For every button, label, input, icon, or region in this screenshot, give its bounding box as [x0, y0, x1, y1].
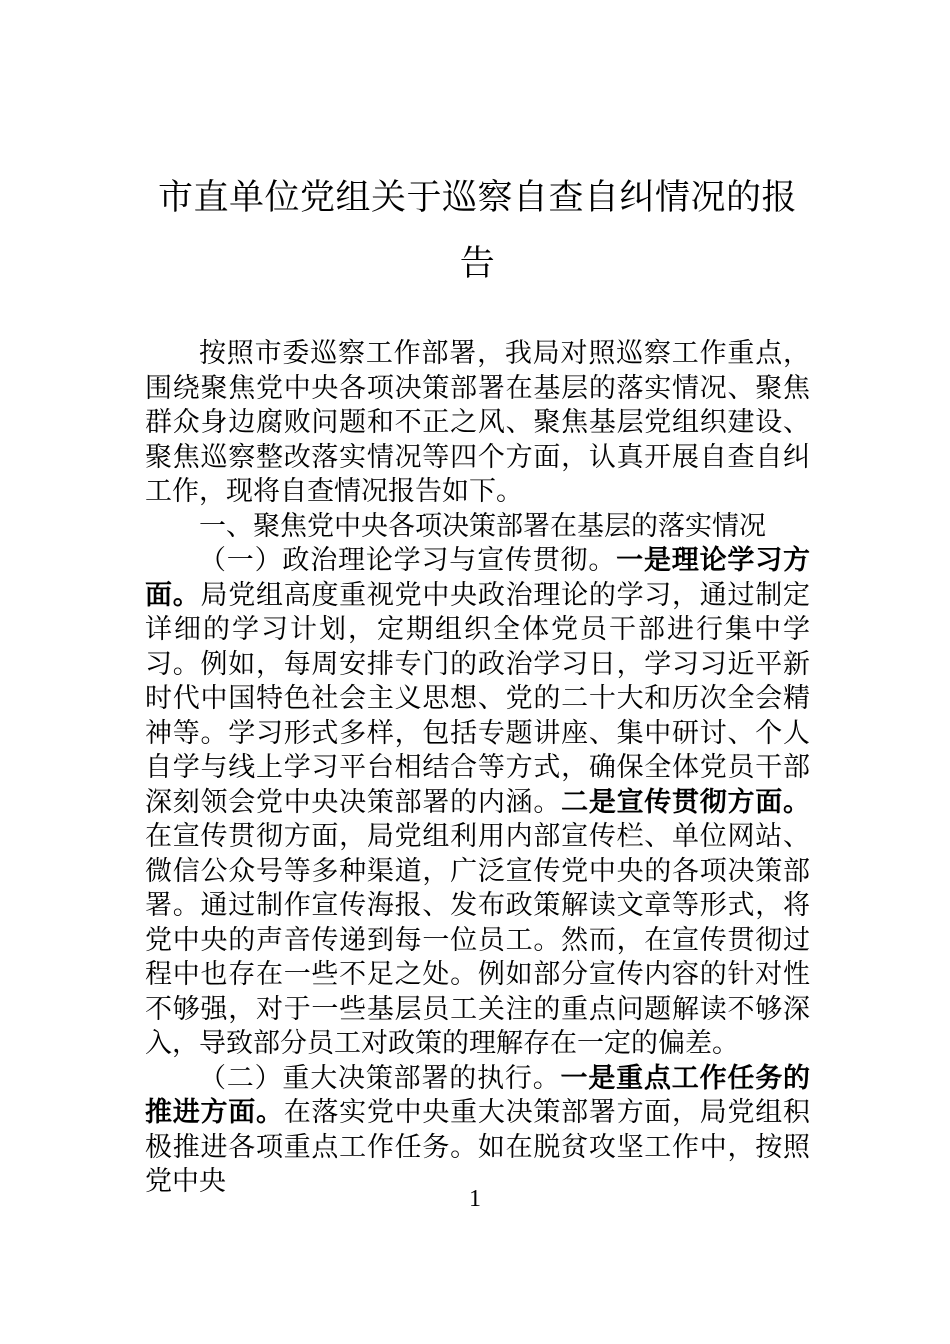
text-run: 局党组高度重视党中央政治理论的学习，通过制定详细的学习计划，定期组织全体党员干部进行集中学习。例如，每周安排专门的政治学习日，学习习近平新时代中国特色社会主义思想、党的二十大和历次全会精神等。学习形式多样，包括专题讲座、集中研讨、个人自学与线上学习平台相结合等方式，确保全体党员干部深刻领会党中央决策部署的内涵。: [145, 579, 811, 818]
text-run: 在宣传贯彻方面，局党组利用内部宣传栏、单位网站、微信公众号等多种渠道，广泛宣传党中央的各项决策部署。通过制作宣传海报、发布政策解读文章等形式，将党中央的声音传递到每一位员工。然而，在宣传贯彻过程中也存在一些不足之处。例如部分宣传内容的针对性不够强，对于一些基层员工关注的重点问题解读不够深入，导致部分员工对政策的理解存在一定的偏差。: [145, 821, 810, 1059]
paragraph-1-1: [145, 544, 810, 1062]
text-run: （二）重大决策部署的执行。: [199, 1062, 561, 1094]
text-run: 一、聚焦党中央各项决策部署在基层的落实情况: [199, 510, 766, 542]
document-body: [145, 337, 810, 1200]
text-run: 一是重点工作任务的推进方面。: [145, 1062, 811, 1128]
page-number: 1: [469, 1186, 481, 1212]
text-run: 一是理论学习方面。: [145, 545, 811, 611]
text-run: （一）政治理论学习与宣传贯彻。: [199, 545, 617, 576]
text-run: 按照市委巡察工作部署，我局对照巡察工作重点，围绕聚焦党中央各项决策部署在基层的落实情况、聚焦群众身边腐败问题和不正之风、聚焦基层党组织建设、聚焦巡察整改落实情况等四个方面，认真开展自查自纠工作，现将自查情况报告如下。: [145, 338, 810, 507]
paragraph-1-2: [145, 1062, 810, 1200]
opening-paragraph: [145, 337, 810, 510]
document-title: 市直单位党组关于巡察自查自纠情况的报告: [157, 178, 797, 284]
text-run: 二是宣传贯彻方面。: [561, 786, 811, 818]
page-footer: [0, 1185, 950, 1213]
section-heading-1: [145, 510, 810, 545]
text-run: 在落实党中央重大决策部署方面，局党组积极推进各项重点工作任务。如在脱贫攻坚工作中，按照党中央: [145, 1097, 811, 1197]
